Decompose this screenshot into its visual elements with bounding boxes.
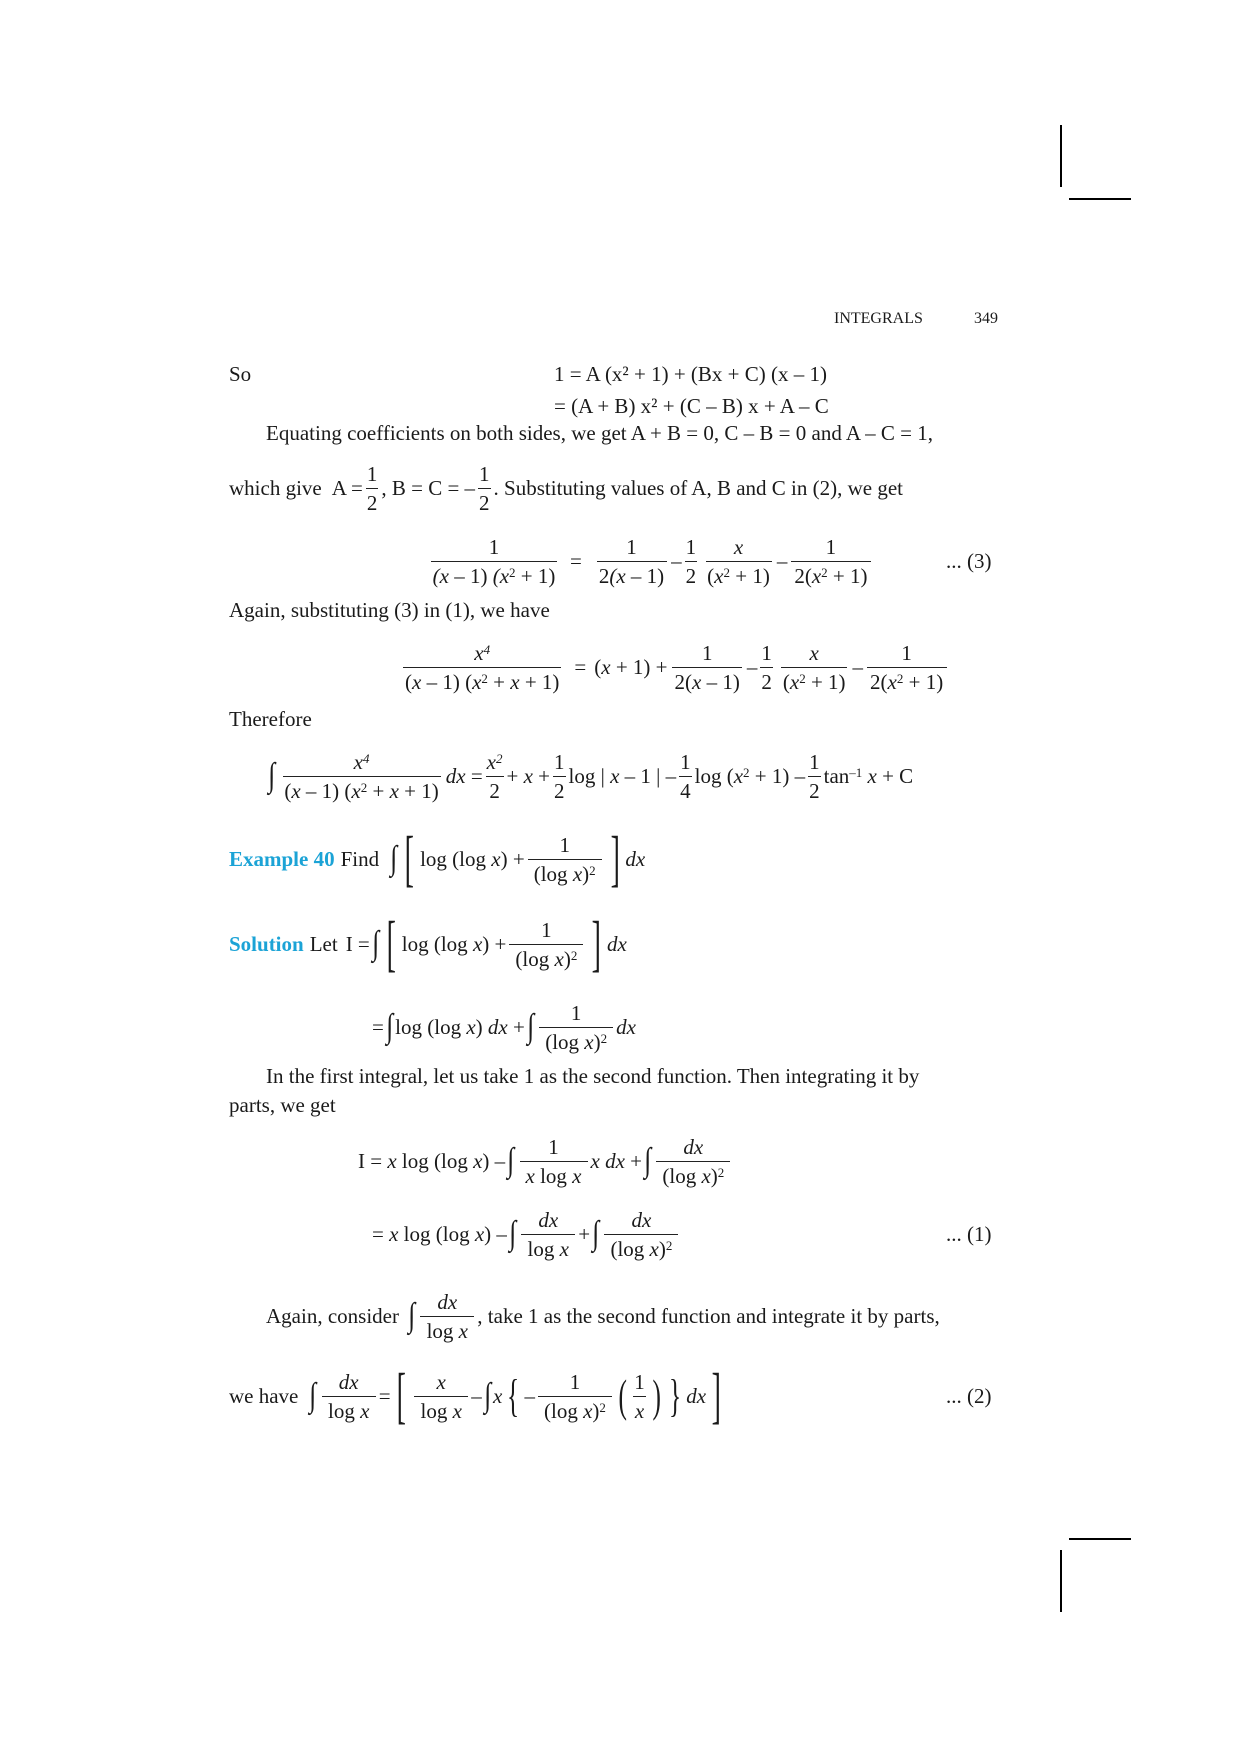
solution-text: Let bbox=[309, 932, 338, 956]
paragraph-first-integral-2: parts, we get bbox=[229, 1093, 336, 1117]
paragraph-equating: Equating coefficients on both sides, we get A + B = 0, C – B = 0 and A – C = 1, bbox=[266, 421, 934, 445]
integral-sign: ∫ bbox=[268, 757, 276, 794]
equation-3-tag: ... (3) bbox=[946, 549, 992, 573]
solution: Solution Let I = ∫ [ log (log x) + $\frac{1}{(\log x)^2}$ ] dx bbox=[229, 910, 627, 978]
equation-line-2: = (A + B) x² + (C – B) x + A – C bbox=[554, 394, 829, 418]
page-number: 349 bbox=[974, 310, 998, 327]
which-give-label: which give bbox=[229, 476, 322, 500]
example-label: Example 40 bbox=[229, 847, 335, 871]
crop-mark-bottom-vertical bbox=[1060, 1550, 1062, 1612]
example-text: Find bbox=[340, 847, 380, 871]
equation-line-1: 1 = A (x² + 1) + (Bx + C) (x – 1) bbox=[554, 362, 827, 386]
integral-result: ∫ $\frac{x^4}{(x - 1) (x^2 + x + 1)}$ dx = $\frac{x^2}{2}$ + x + $\frac{1}{2}$ log | x – 1 | – $\frac{1}{4}$ $\log (x^2 + 1)$ – $\frac{1}{2}$ $\tan^{-1} x + C$ bbox=[268, 749, 914, 803]
paragraph-first-integral-1: In the first integral, let us take 1 as the second function. Then integrating it by bbox=[266, 1064, 920, 1088]
which-give-line: which give A = $\frac{1}{2}$ , B = C = – $\frac{1}{2}$ . Substituting values of A, B and C in (2), we get bbox=[229, 461, 904, 515]
fraction-one-half: $\frac{1}{2}$ bbox=[366, 461, 378, 515]
crop-mark-bottom-horizontal bbox=[1069, 1538, 1131, 1540]
again-substituting-text: Again, substituting (3) in (1), we have bbox=[229, 598, 550, 622]
solution-split: = ∫ log (log x) dx + ∫ $\frac{1}{(\log x)^2}$ dx bbox=[372, 1000, 636, 1054]
crop-mark-top-vertical bbox=[1060, 125, 1062, 187]
fraction-one-half: $\frac{1}{2}$ bbox=[479, 461, 490, 515]
equation-2: we have ∫ $\frac{dx}{\text{log x}}$ = [ $\frac{x}{\text{log x}}$ – ∫ x { – $\frac{1}{(\log x)^2}$ ( $\frac{1}{x}$ ) } dx ] bbox=[229, 1362, 722, 1430]
example-40: Example 40 Find ∫ [ log (log x) + $\frac{1}{(\log x)^2}$ ] dx bbox=[229, 825, 646, 893]
again-consider-rest: , take 1 as the second function and integrate it by parts, bbox=[477, 1304, 940, 1328]
integration-by-parts-step: I = x log (log x) – ∫ $\frac{1}{\text{x log x}}$ x dx + ∫ $\frac{dx}{(\log x)^2}$ bbox=[358, 1130, 733, 1192]
crop-mark-top-horizontal bbox=[1069, 198, 1131, 200]
running-header-title: INTEGRALS bbox=[834, 310, 923, 327]
equation-2-tag: ... (2) bbox=[946, 1384, 992, 1408]
partial-fraction-expansion: $\frac{x^4}{(x - 1) (x^2 + x + 1)}$ = (x + 1) + $\frac{1}{2(x - 1)}$ – $\frac{1}{2}$ $\frac{x}{(x^2 + 1)}$ – $\frac{1}{2(x^2 + 1)}$ bbox=[398, 636, 950, 698]
equation-1-tag: ... (1) bbox=[946, 1222, 992, 1246]
again-consider-label: Again, consider bbox=[266, 1304, 399, 1328]
equation-1: = x log (log x) – ∫ $\frac{dx}{\text{log x}}$ + ∫ $\frac{dx}{(\log x)^2}$ bbox=[372, 1203, 681, 1265]
so-label: So bbox=[229, 362, 252, 386]
solution-label: Solution bbox=[229, 932, 304, 956]
equation-3: $\frac{1}{(x - 1) (x^2 + 1)}$ = $\frac{1}{2(x - 1)}$ – $\frac{1}{2}$ $\frac{x}{(x^2 + 1)}$ – $\frac{1}{2(x^2 + 1)}$ bbox=[428, 530, 875, 592]
again-consider-line: Again, consider ∫ $\frac{dx}{\text{log x}}$ , take 1 as the second function and integrate it by parts, bbox=[266, 1289, 940, 1343]
therefore-label: Therefore bbox=[229, 707, 312, 731]
we-have-label: we have bbox=[229, 1384, 299, 1408]
which-give-rest: . Substituting values of A, B and C in (2), we get bbox=[493, 476, 904, 500]
